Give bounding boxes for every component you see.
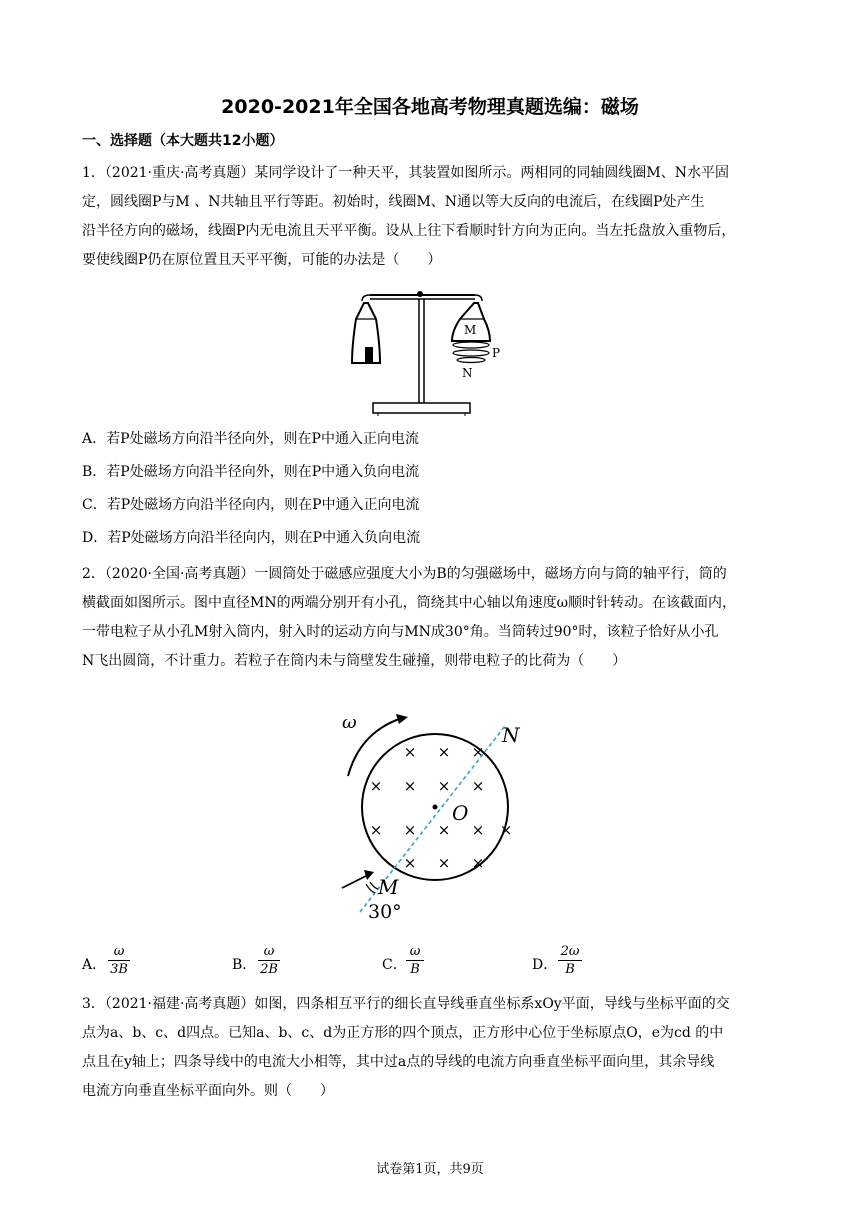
q1-option-b: B．若P处磁场方向沿半径向外，则在P中通入负向电流 — [82, 464, 420, 480]
q2-option-b-fraction — [258, 943, 280, 978]
fraction-denominator: 3B — [110, 962, 128, 977]
question-2-line: 横截面如图所示。图中直径MN的两端分别开有小孔，筒绕其中心轴以角速度ω顺时针转动。在该截面内， — [82, 595, 736, 611]
q2-option-a-fraction — [108, 943, 130, 978]
question-2-line: 2．（2020·全国·高考真题）一圆筒处于磁感应强度大小为B的匀强磁场中，磁场方向与筒的轴平行，筒的 — [82, 566, 727, 582]
q2-option-c-label: C． — [382, 957, 407, 973]
question-3-line: 3．（2021·福建·高考真题）如图，四条相互平行的细长直导线垂直坐标系xOy平面，导线与坐标平面的交 — [82, 996, 730, 1012]
field-cross: × — [369, 777, 383, 795]
q2-option-b-label: B． — [232, 957, 257, 973]
question-2-line: N飞出圆筒，不计重力。若粒子在筒内未与筒壁发生碰撞，则带电粒子的比荷为（ ） — [82, 653, 627, 669]
field-cross: × — [403, 777, 417, 795]
balance-figure — [340, 285, 520, 417]
question-3-line: 点为a、b、c、d四点。已知a、b、c、d为正方形的四个顶点，正方形中心位于坐标原点O，e为cd 的中 — [82, 1025, 724, 1041]
page-title: 2020-2021年全国各地高考物理真题选编：磁场 — [221, 96, 639, 118]
cylinder-figure — [330, 704, 540, 924]
q2-option-a-label: A． — [82, 957, 107, 973]
q1-option-d: D．若P处磁场方向沿半径向内，则在P中通入负向电流 — [82, 530, 421, 546]
field-cross: × — [437, 777, 451, 795]
field-cross: × — [437, 743, 451, 761]
fraction-numerator: ω — [108, 943, 130, 961]
field-cross: × — [471, 821, 485, 839]
q1-option-c: C．若P处磁场方向沿半径向内，则在P中通入正向电流 — [82, 497, 420, 513]
fraction-numerator: ω — [406, 943, 424, 961]
hole-m-label: M — [378, 875, 399, 899]
field-cross: × — [437, 854, 451, 872]
fraction-denominator: 2B — [260, 962, 278, 977]
coil-n-label: N — [462, 366, 473, 380]
question-1-line: 定，圆线圈P与M 、N共轴且平行等距。初始时，线圈M、N通以等大反向的电流后，在线圈P处产生 — [82, 194, 705, 210]
q2-option-c-fraction — [406, 943, 424, 978]
field-cross: × — [369, 821, 383, 839]
question-3-line: 电流方向垂直坐标平面向外。则（ ） — [82, 1083, 334, 1099]
question-1-line: 1．（2021·重庆·高考真题）某同学设计了一种天平，其装置如图所示。两相同的同轴圆线圈M、N水平固 — [82, 165, 730, 181]
fraction-denominator: B — [565, 962, 575, 977]
angle-label: 30° — [368, 901, 402, 923]
q1-option-a: A．若P处磁场方向沿半径向外，则在P中通入正向电流 — [82, 431, 419, 447]
section-heading: 一、选择题（本大题共12小题） — [82, 133, 284, 149]
center-o-label: O — [452, 801, 469, 825]
fraction-numerator: ω — [258, 943, 280, 961]
question-1-line: 沿半径方向的磁场，线圈P内无电流且天平平衡。设从上往下看顺时针方向为正向。当左托盘放入重物后， — [82, 223, 736, 239]
field-cross: × — [471, 777, 485, 795]
field-cross: × — [499, 821, 513, 839]
question-3-line: 点且在y轴上；四条导线中的电流大小相等，其中过a点的导线的电流方向垂直坐标平面向里，其余导线 — [82, 1054, 715, 1070]
fraction-numerator: 2ω — [558, 943, 582, 961]
question-1-line: 要使线圈P仍在原位置且天平平衡，可能的办法是（ ） — [82, 252, 442, 268]
hole-n-label: N — [502, 723, 520, 747]
omega-label: ω — [342, 712, 357, 733]
question-1-text — [82, 159, 782, 275]
field-cross: × — [471, 854, 485, 872]
field-cross: × — [437, 821, 451, 839]
field-cross: × — [471, 743, 485, 761]
field-cross: × — [403, 821, 417, 839]
q2-option-d-fraction — [558, 943, 582, 978]
page-footer: 试卷第1页，共9页 — [376, 1162, 484, 1177]
question-2-line: 一带电粒子从小孔M射入筒内，射入时的运动方向与MN成30°角。当筒转过90°时，该粒子恰好从小孔 — [82, 624, 719, 640]
question-3-text — [82, 990, 782, 1106]
q2-option-d-label: D． — [532, 957, 558, 973]
question-2-text — [82, 560, 782, 676]
field-cross: × — [403, 854, 417, 872]
field-cross: × — [403, 743, 417, 761]
fraction-denominator: B — [410, 962, 420, 977]
coil-m-label: M — [464, 323, 477, 337]
coil-p-label: P — [492, 346, 501, 360]
